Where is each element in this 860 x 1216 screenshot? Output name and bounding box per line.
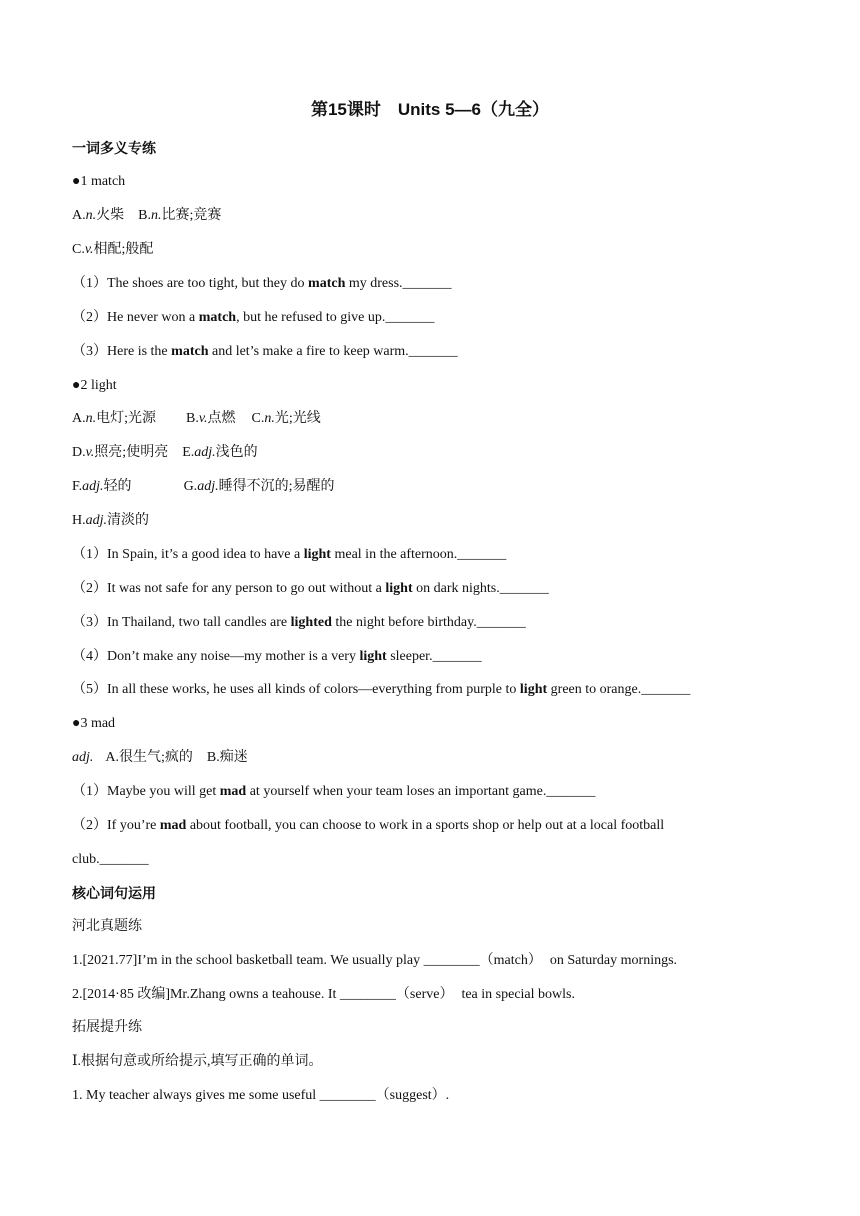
exercise-question-1: 1. My teacher always gives me some useful ________（suggest）.	[72, 1088, 450, 1103]
hebei-question-2: 2.[2014·85 改编]Mr.Zhang owns a teahouse. It ________（serve） tea in special bowls.	[72, 987, 575, 1002]
options-light-abc: A.n.电灯;光源 B.v.点燃 C.n.光;光线	[72, 411, 321, 426]
question-light-4: （4）Don’t make any noise—my mother is a very light sleeper._______	[72, 649, 482, 664]
section-heading-core: 核心词句运用	[72, 885, 156, 901]
options-light-h: H.adj.清淡的	[72, 513, 150, 528]
word-heading-match: ●1 match	[72, 174, 126, 189]
options-light-de: D.v.照亮;使明亮 E.adj.浅色的	[72, 445, 258, 460]
options-match-c: C.v.相配;般配	[72, 242, 154, 257]
question-match-2: （2）He never won a match, but he refused to give up._______	[72, 310, 435, 325]
question-light-3: （3）In Thailand, two tall candles are lighted the night before birthday._______	[72, 615, 526, 630]
word-heading-mad: ●3 mad	[72, 716, 116, 731]
question-mad-1: （1）Maybe you will get mad at yourself when your team loses an important game._______	[72, 784, 596, 799]
hebei-question-1: 1.[2021.77]I’m in the school basketball team. We usually play ________（match） on Saturday mornings.	[72, 953, 678, 968]
question-light-1: （1）In Spain, it’s a good idea to have a light meal in the afternoon._______	[72, 547, 507, 562]
subheading-extension: 拓展提升练	[72, 1020, 142, 1035]
options-mad: adj. A.很生气;疯的 B.痴迷	[72, 750, 248, 765]
question-mad-2: （2）If you’re mad about football, you can choose to work in a sports shop or help out at a local football	[72, 818, 665, 833]
question-match-3: （3）Here is the match and let’s make a fire to keep warm._______	[72, 344, 458, 359]
section-heading-polysemy: 一词多义专练	[72, 140, 156, 156]
options-light-fg: F.adj.轻的 G.adj.睡得不沉的;易醒的	[72, 479, 335, 494]
question-match-1: （1）The shoes are too tight, but they do match my dress._______	[72, 276, 452, 291]
question-light-2: （2）It was not safe for any person to go out without a light on dark nights._______	[72, 581, 549, 596]
options-match-ab: A.n.火柴 B.n.比赛;竞赛	[72, 208, 222, 223]
question-mad-2-continued: club._______	[72, 852, 149, 867]
page-title: 第15课时 Units 5—6（九全）	[310, 100, 550, 119]
question-light-5: （5）In all these works, he uses all kinds of colors—everything from purple to light green to orange._______	[72, 682, 691, 697]
subheading-hebei: 河北真题练	[72, 919, 142, 934]
word-heading-light: ●2 light	[72, 378, 117, 393]
instruction: Ⅰ.根据句意或所给提示,填写正确的单词。	[72, 1054, 323, 1069]
